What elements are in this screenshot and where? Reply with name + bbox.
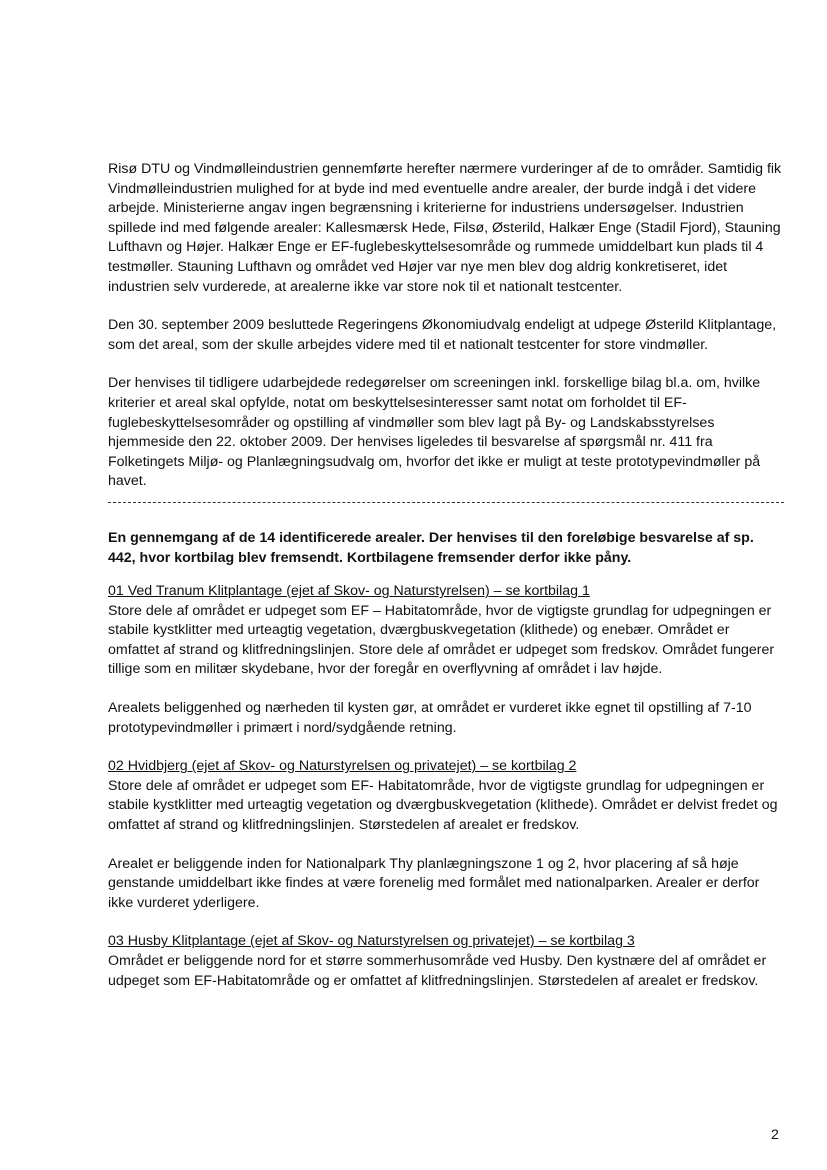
area-section-02 xyxy=(108,757,784,913)
section-paragraph: Arealets beliggenhed og nærheden til kysten gør, at området er vurderet ikke egnet til opstilling af 7-10 prototypevindmøller i primært i nord/sydgående retning. xyxy=(108,700,752,736)
page-number: 2 xyxy=(771,1127,779,1143)
section-paragraph: Store dele af området er udpeget som EF- Habitatområde, hvor de vigtigste grundlag for udpegningen er stabile kystklitter med urteagtig vegetation og dværgbuskvegetation (klithede). Området er delvist fredet og omfattet af strand og klitfredningslinjen. Størstedelen af arealet er fredskov. xyxy=(108,777,778,834)
body-paragraph: Risø DTU og Vindmølleindustrien gennemførte herefter nærmere vurderinger af de to områder. Samtidig fik Vindmølleindustrien mulighed for at byde ind med eventuelle andre arealer, der burde indgå i det videre arbejde. Ministerierne angav ingen begrænsning i kriterierne for industriens undersøgelser. Industrien spillede ind med følgende arealer: Kallesmærsk Hede, Filsø, Østerild, Halkær Enge (Stadil Fjord), Stauning Lufthavn og Højer. Halkær Enge er EF-fuglebeskyttelsesområde og rummede umiddelbart kun plads til 4 testmøller. Stauning Lufthavn og området ved Højer var nye men blev dog aldrig konkretiseret, idet industrien selv vurderede, at arealerne ikke var store nok til et nationalt testcenter. xyxy=(108,161,782,295)
section-intro-bold: En gennemgang af de 14 identificerede arealer. Der henvises til den foreløbige besvarelse af sp. 442, hvor kortbilag blev fremsendt. Kortbilagene fremsender derfor ikke påny. xyxy=(108,529,754,566)
area-section-03 xyxy=(108,932,784,991)
dashed-divider xyxy=(108,502,784,503)
section-paragraph: Store dele af området er udpeget som EF – Habitatområde, hvor de vigtigste grundlag for udpegningen er stabile kystklitter med urteagtig vegetation, dværgbuskvegetation (klithede) og enebær. Området er omfattet af strand og klitfredningslinjen. Store dele af området er udpeget som fredskov. Området fungerer tillige som en militær skydebane, hvor der foregår en overflyvning af området i lav højde. xyxy=(108,602,775,678)
body-paragraph: Den 30. september 2009 besluttede Regeringens Økonomiudvalg endeligt at udpege Østerild Klitplantage, som det areal, som der skulle arbejdes videre med til et nationalt testcenter for store vindmøller. xyxy=(108,317,777,353)
section-paragraph: Arealet er beliggende inden for Nationalpark Thy planlægningszone 1 og 2, hvor placering af så høje genstande umiddelbart ikke findes at være forenelig med formålet med nationalparken. Arealer er derfor ikke vurderet yderligere. xyxy=(108,855,760,911)
page-content xyxy=(108,160,784,1010)
section-paragraph: Området er beliggende nord for et større sommerhusområde ved Husby. Den kystnære del af området er udpeget som EF-Habitatområde og er omfattet af klitfredningslinjen. Størstedelen af arealet er fredskov. xyxy=(108,953,767,989)
section-heading: 03 Husby Klitplantage (ejet af Skov- og Naturstyrelsen og privatejet) – se kortbilag 3 xyxy=(108,933,635,950)
area-section-01 xyxy=(108,582,784,738)
section-heading: 02 Hvidbjerg (ejet af Skov- og Naturstyrelsen og privatejet) – se kortbilag 2 xyxy=(108,758,577,775)
section-heading: 01 Ved Tranum Klitplantage (ejet af Skov- og Naturstyrelsen) – se kortbilag 1 xyxy=(108,583,590,600)
body-paragraph: Der henvises til tidligere udarbejdede redegørelser om screeningen inkl. forskellige bilag bl.a. om, hvilke kriterier et areal skal opfylde, notat om beskyttelsesinteresser samt notat om forholdet til EF-fuglebeskyttelsesområder og opstilling af vindmøller som blev lagt på By- og Landskabsstyrelses hjemmeside den 22. oktober 2009. Der henvises ligeledes til besvarelse af spørgsmål nr. 411 fra Folketingets Miljø- og Planlægningsudvalg om, hvorfor det ikke er muligt at teste prototypevindmøller på havet. xyxy=(108,375,761,490)
